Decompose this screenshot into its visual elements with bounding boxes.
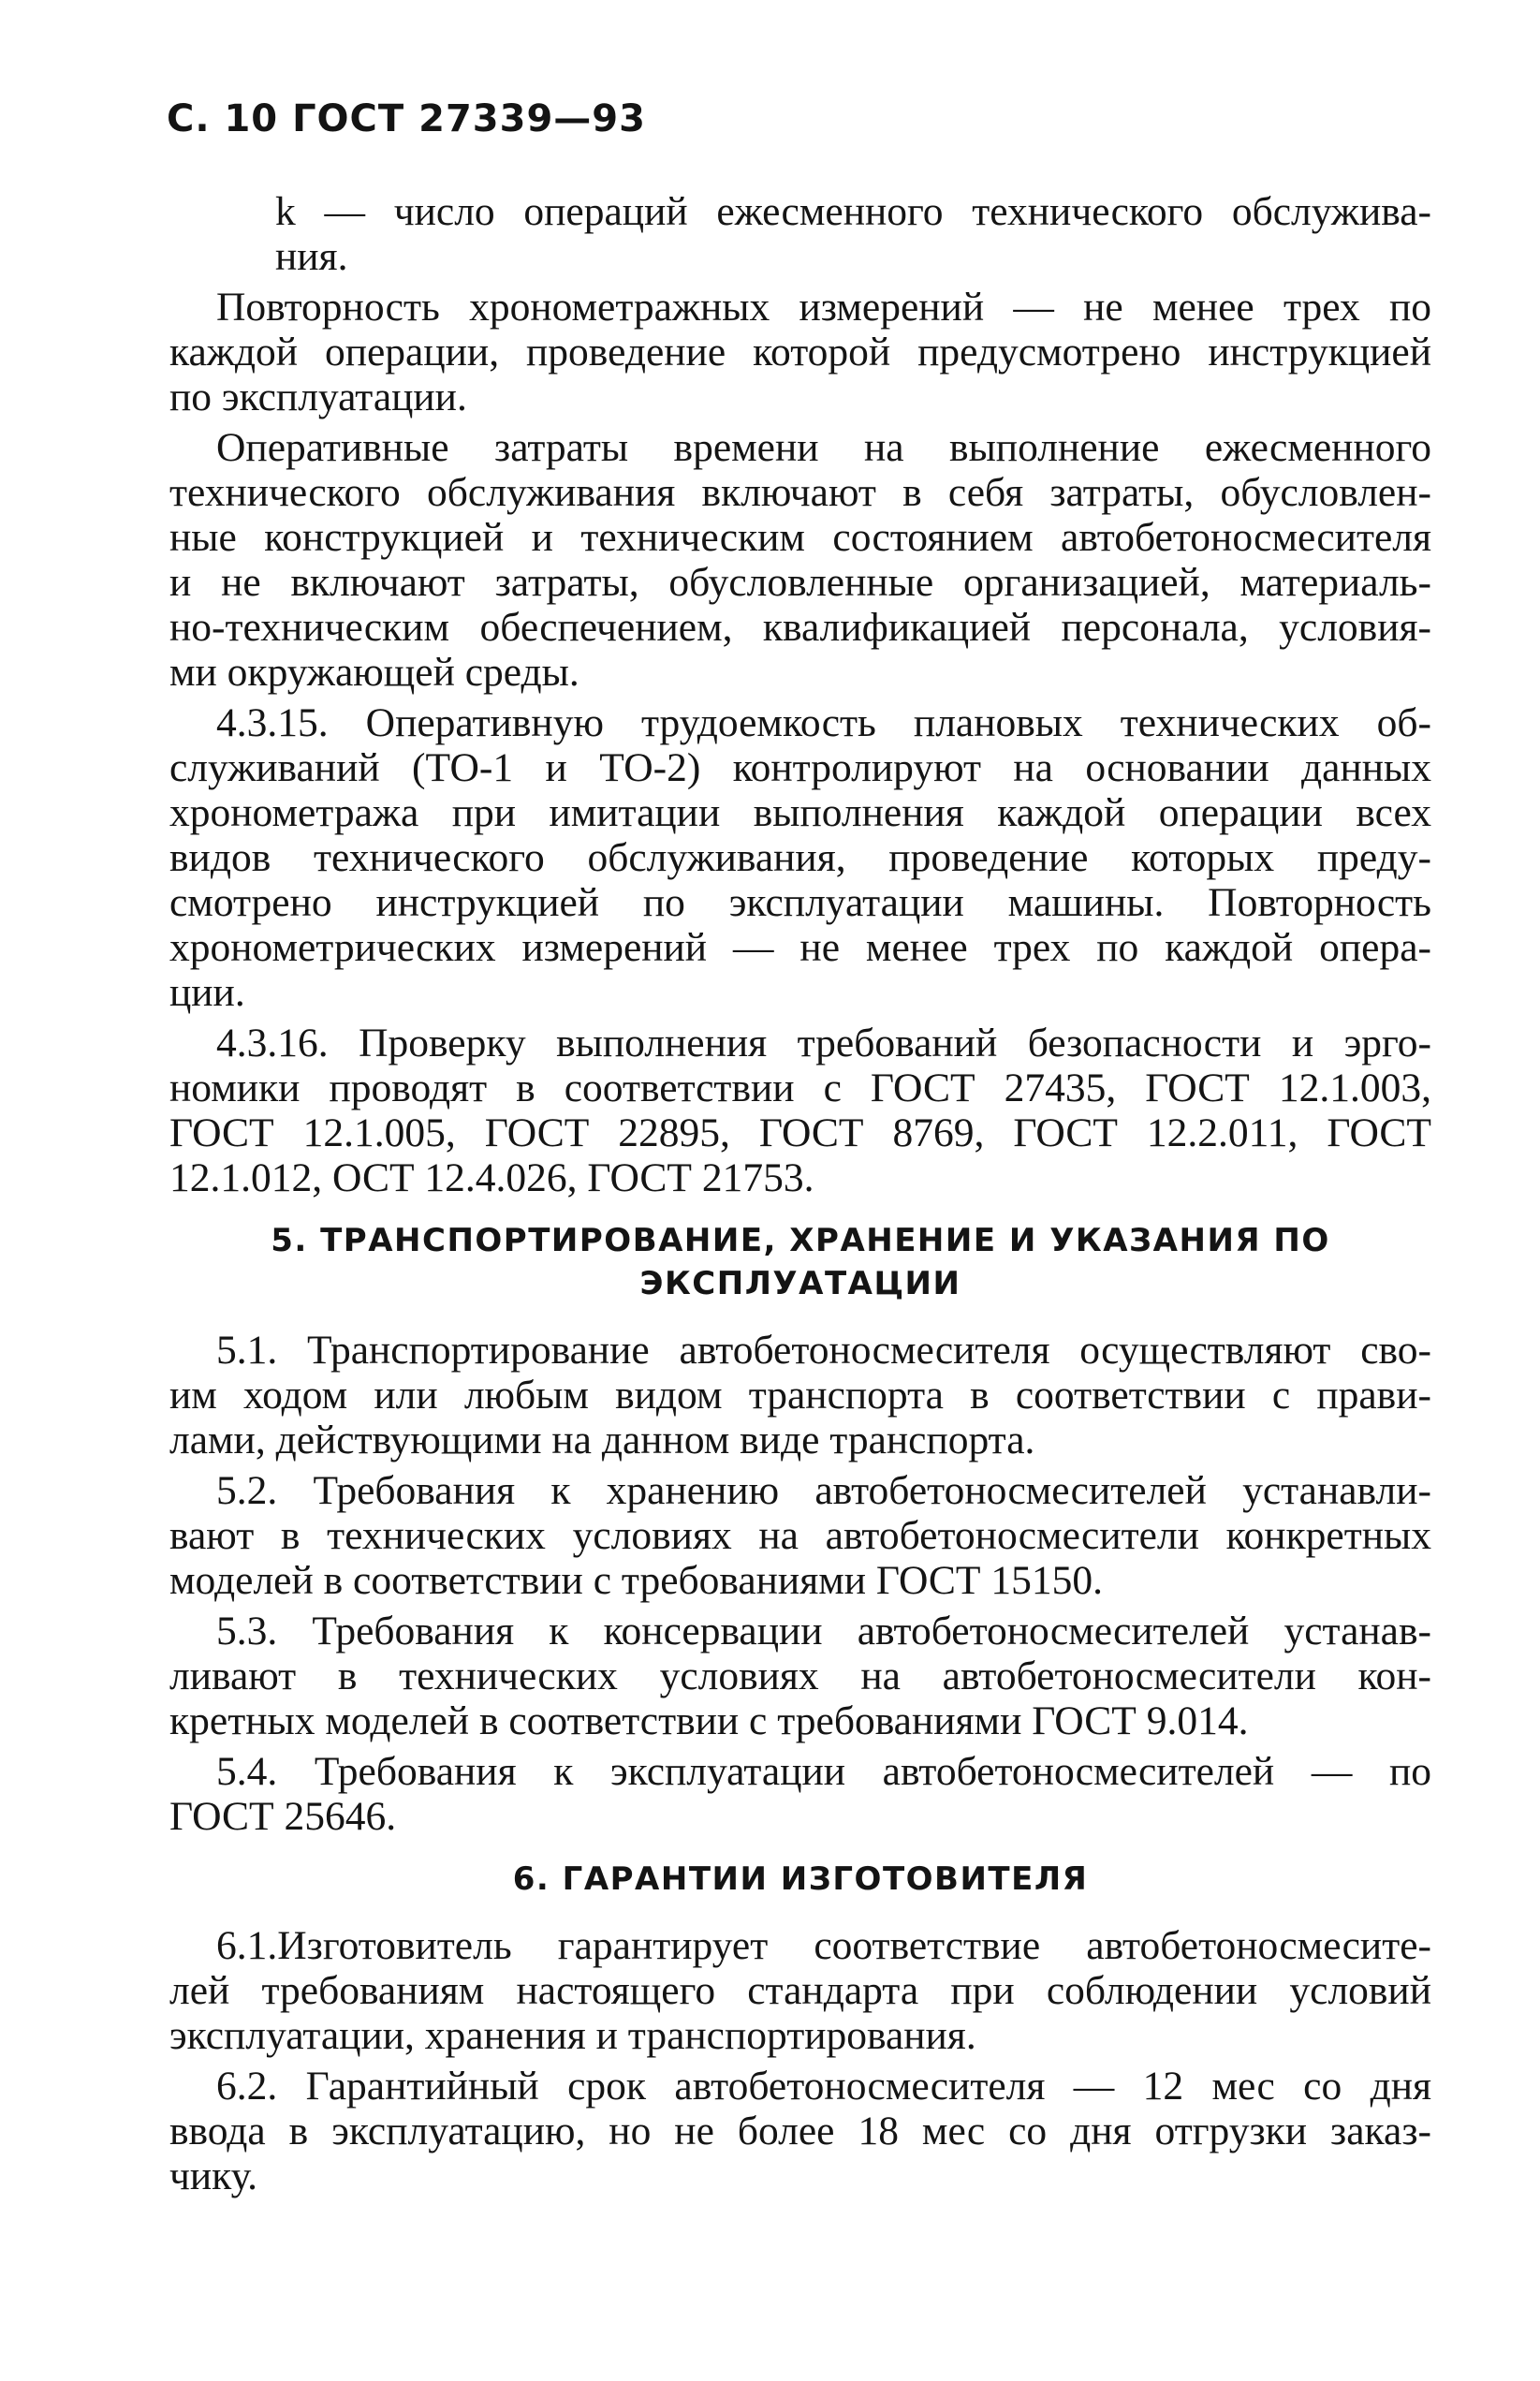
- text-line: лей требованиям настоящего стандарта при соблюдении условий: [169, 1968, 1431, 2013]
- text-line: хронометрических измерений — не менее трех по каждой опера-: [169, 925, 1431, 970]
- text-line: ГОСТ 25646.: [169, 1794, 397, 1839]
- clause-5-4: [169, 1749, 1431, 1839]
- text-line: и не включают затраты, обусловленные организацией, материаль-: [169, 560, 1431, 605]
- text-line: Повторность хронометражных измерений — не менее трех по: [216, 285, 1431, 330]
- clause-5-2: [169, 1468, 1431, 1603]
- heading-line: ЭКСПЛУАТАЦИИ: [639, 1265, 961, 1302]
- heading-line: 6. ГАРАНТИИ ИЗГОТОВИТЕЛЯ: [512, 1860, 1089, 1898]
- clause-4-3-16: [169, 1021, 1431, 1200]
- paragraph-operative-costs: [169, 425, 1431, 695]
- text-line: вают в технических условиях на автобетоносмесители конкретных: [169, 1513, 1431, 1558]
- text-line: кретных моделей в соответствии с требованиями ГОСТ 9.014.: [169, 1698, 1249, 1743]
- text-line: Оперативные затраты времени на выполнение ежесменного: [216, 425, 1431, 470]
- text-line: видов технического обслуживания, проведение которых преду-: [169, 835, 1431, 880]
- text-line: 6.2. Гарантийный срок автобетоносмесителя — 12 мес со дня: [216, 2064, 1431, 2109]
- text-line: смотрено инструкцией по эксплуатации машины. Повторность: [169, 880, 1431, 925]
- clause-6-1: [169, 1923, 1431, 2058]
- text-line: эксплуатации, хранения и транспортирования.: [169, 2013, 976, 2058]
- text-line: ные конструкцией и техническим состоянием автобетоносмесителя: [169, 515, 1431, 560]
- text-line: по эксплуатации.: [169, 375, 467, 419]
- text-line: технического обслуживания включают в себя затраты, обусловлен-: [169, 470, 1431, 515]
- text-line: им ходом или любым видом транспорта в соответствии с прави-: [169, 1373, 1431, 1418]
- section-5-heading: [169, 1219, 1431, 1305]
- text-line: каждой операции, проведение которой предусмотрено инструкцией: [169, 330, 1431, 375]
- text-line: 5.4. Требования к эксплуатации автобетоносмесителей — по: [216, 1749, 1431, 1794]
- heading-line: 5. ТРАНСПОРТИРОВАНИЕ, ХРАНЕНИЕ И УКАЗАНИЯ ПО: [271, 1222, 1330, 1259]
- clause-4-3-15: [169, 700, 1431, 1015]
- page-body: [169, 189, 1431, 2204]
- paragraph-repeatability: [169, 285, 1431, 419]
- text-line: лами, действующими на данном виде транспорта.: [169, 1418, 1035, 1462]
- text-line: 5.3. Требования к консервации автобетоносмесителей устанав-: [216, 1609, 1431, 1653]
- text-line: 6.1.Изготовитель гарантирует соответствие автобетоносмесите-: [216, 1923, 1431, 1968]
- text-line: 5.1. Транспортирование автобетоносмесителя осуществляют сво-: [216, 1328, 1431, 1373]
- clause-6-2: [169, 2064, 1431, 2198]
- paragraph-k-definition: [169, 189, 1431, 279]
- clause-5-3: [169, 1609, 1431, 1743]
- text-line: ции.: [169, 970, 245, 1015]
- text-line: ми окружающей среды.: [169, 650, 579, 695]
- text-line: служиваний (ТО-1 и ТО-2) контролируют на основании данных: [169, 745, 1431, 790]
- text-line: номики проводят в соответствии с ГОСТ 27435, ГОСТ 12.1.003,: [169, 1066, 1431, 1110]
- text-line: 5.2. Требования к хранению автобетоносмесителей устанавли-: [216, 1468, 1431, 1513]
- text-line: но-техническим обеспечением, квалификацией персонала, условия-: [169, 605, 1431, 650]
- text-line: ввода в эксплуатацию, но не более 18 мес со дня отгрузки заказ-: [169, 2109, 1431, 2153]
- text-line: хронометража при имитации выполнения каждой операции всех: [169, 790, 1431, 835]
- text-line: k — число операций ежесменного технического обслужива-: [275, 189, 1431, 234]
- text-line: ливают в технических условиях на автобетоносмесители кон-: [169, 1653, 1431, 1698]
- text-line: ния.: [275, 234, 348, 279]
- text-line: чику.: [169, 2153, 257, 2198]
- text-line: 4.3.16. Проверку выполнения требований безопасности и эрго-: [216, 1021, 1431, 1066]
- running-head: С. 10 ГОСТ 27339—93: [167, 97, 646, 140]
- clause-5-1: [169, 1328, 1431, 1462]
- text-line: 12.1.012, ОСТ 12.4.026, ГОСТ 21753.: [169, 1155, 814, 1200]
- text-line: 4.3.15. Оперативную трудоемкость плановых технических об-: [216, 700, 1431, 745]
- section-6-heading: [169, 1858, 1431, 1901]
- text-line: моделей в соответствии с требованиями ГОСТ 15150.: [169, 1558, 1103, 1603]
- text-line: ГОСТ 12.1.005, ГОСТ 22895, ГОСТ 8769, ГОСТ 12.2.011, ГОСТ: [169, 1110, 1431, 1155]
